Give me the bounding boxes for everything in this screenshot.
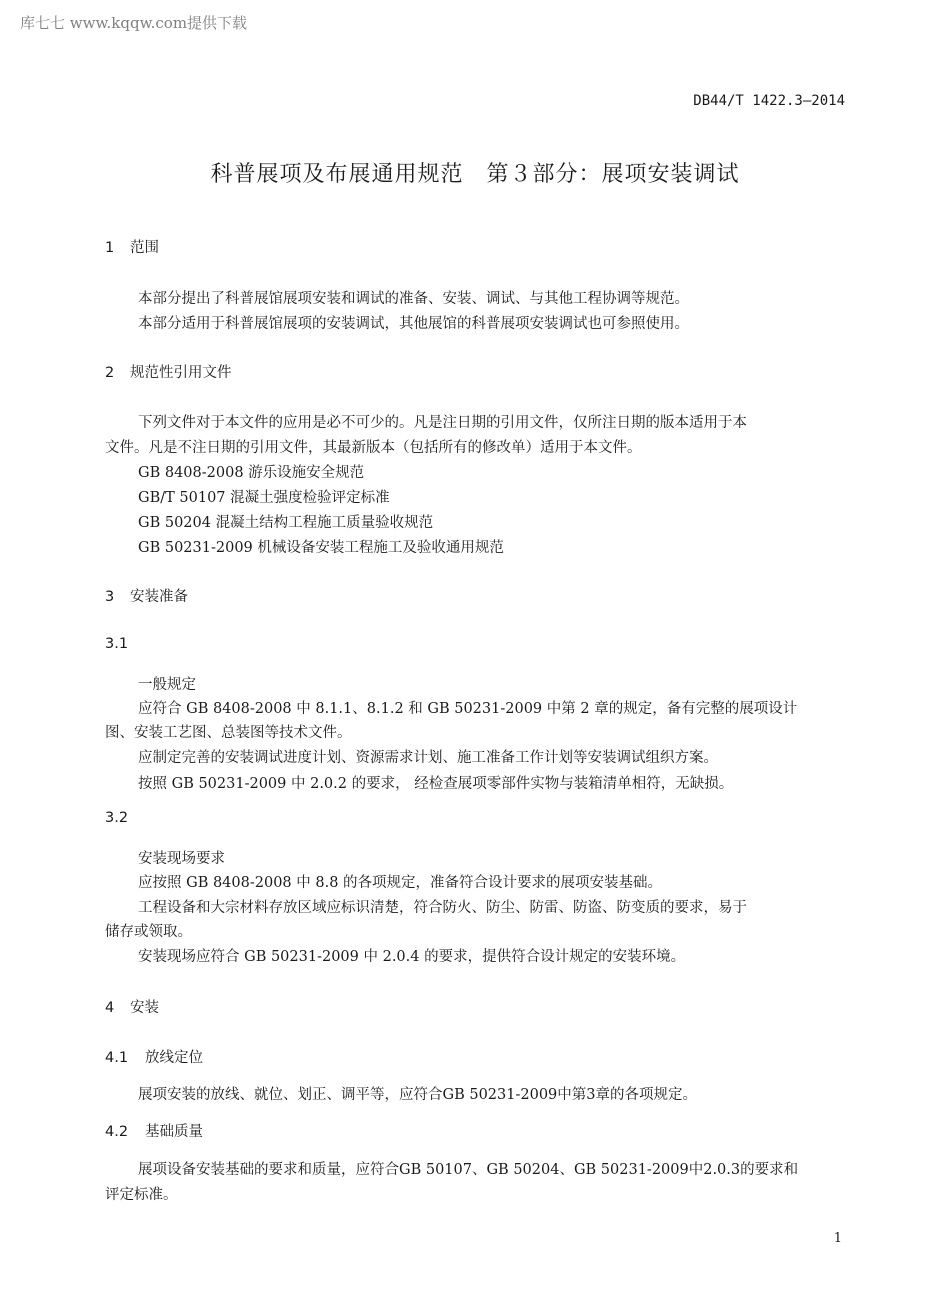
paragraph: 按照 GB 50231-2009 中 2.0.2 的要求， 经检查展项零部件实物与装箱清单相符，无缺损。 bbox=[138, 776, 734, 792]
section-1-heading bbox=[105, 236, 159, 257]
paragraph-line: 应符合 GB 8408-2008 中 8.1.1、8.1.2 和 GB 50231-2009 中第 2 章的规定，备有完整的展项设计 bbox=[138, 701, 798, 717]
section-2-heading bbox=[105, 361, 232, 382]
subsection-number: 4.1 bbox=[105, 1050, 129, 1066]
paragraph: 安装现场应符合 GB 50231-2009 中 2.0.4 的要求，提供符合设计规定的安装环境。 bbox=[138, 949, 686, 965]
section-title: 范围 bbox=[130, 240, 159, 256]
reference-item: GB 50231-2009 机械设备安装工程施工及验收通用规范 bbox=[138, 540, 504, 556]
paragraph-line: 工程设备和大宗材料存放区域应标识清楚，符合防火、防尘、防雷、防盗、防变质的要求，易于 bbox=[138, 900, 747, 916]
paragraph: 应制定完善的安装调试进度计划、资源需求计划、施工准备工作计划等安装调试组织方案。 bbox=[138, 750, 718, 766]
subsection-4-2-heading bbox=[105, 1120, 203, 1141]
paragraph: 展项安装的放线、就位、划正、调平等，应符合GB 50231-2009中第3章的各项规定。 bbox=[138, 1087, 697, 1103]
section-3-heading bbox=[105, 585, 188, 606]
subsection-4-1-heading bbox=[105, 1046, 203, 1067]
reference-item: GB 50204 混凝土结构工程施工质量验收规范 bbox=[138, 515, 434, 531]
section-number: 3 bbox=[105, 589, 115, 605]
subsection-title: 放线定位 bbox=[145, 1050, 203, 1066]
section-number: 2 bbox=[105, 365, 115, 381]
section-title: 规范性引用文件 bbox=[130, 365, 232, 381]
subsection-number: 3.1 bbox=[105, 636, 129, 652]
paragraph-line: 下列文件对于本文件的应用是必不可少的。凡是注日期的引用文件，仅所注日期的版本适用于本 bbox=[138, 415, 747, 431]
paragraph: 本部分适用于科普展馆展项的安装调试，其他展馆的科普展项安装调试也可参照使用。 bbox=[138, 316, 689, 332]
page-title: 科普展项及布展通用规范 第３部分：展项安装调试 bbox=[210, 162, 740, 187]
paragraph: 应按照 GB 8408-2008 中 8.8 的各项规定，准备符合设计要求的展项安装基础。 bbox=[138, 875, 663, 891]
subsection-number: 4.2 bbox=[105, 1124, 129, 1140]
paragraph-line: 评定标准。 bbox=[105, 1187, 178, 1203]
section-number: 4 bbox=[105, 1000, 115, 1016]
page-number: 1 bbox=[833, 1231, 842, 1246]
subsection-number: 3.2 bbox=[105, 810, 129, 826]
paragraph-line: 储存或领取。 bbox=[105, 924, 192, 940]
reference-item: GB 8408-2008 游乐设施安全规范 bbox=[138, 465, 365, 481]
paragraph-line: 文件。凡是不注日期的引用文件，其最新版本（包括所有的修改单）适用于本文件。 bbox=[105, 440, 642, 456]
document-number: DB44/T 1422.3—2014 bbox=[693, 93, 845, 109]
paragraph-line: 图、安装工艺图、总装图等技术文件。 bbox=[105, 725, 352, 741]
section-title: 安装准备 bbox=[130, 589, 188, 605]
section-title: 安装 bbox=[130, 1000, 159, 1016]
paragraph-line: 展项设备安装基础的要求和质量，应符合GB 50107、GB 50204、GB 50231-2009中2.0.3的要求和 bbox=[138, 1162, 799, 1178]
section-number: 1 bbox=[105, 240, 115, 256]
paragraph: 本部分提出了科普展馆展项安装和调试的准备、安装、调试、与其他工程协调等规范。 bbox=[138, 291, 689, 307]
reference-item: GB/T 50107 混凝土强度检验评定标准 bbox=[138, 490, 390, 506]
subsection-title: 安装现场要求 bbox=[138, 851, 225, 867]
subsection-title: 一般规定 bbox=[138, 677, 196, 693]
subsection-title: 基础质量 bbox=[145, 1124, 203, 1140]
watermark-text: 库七七 www.kqqw.com提供下载 bbox=[20, 14, 248, 32]
section-4-heading bbox=[105, 996, 159, 1017]
